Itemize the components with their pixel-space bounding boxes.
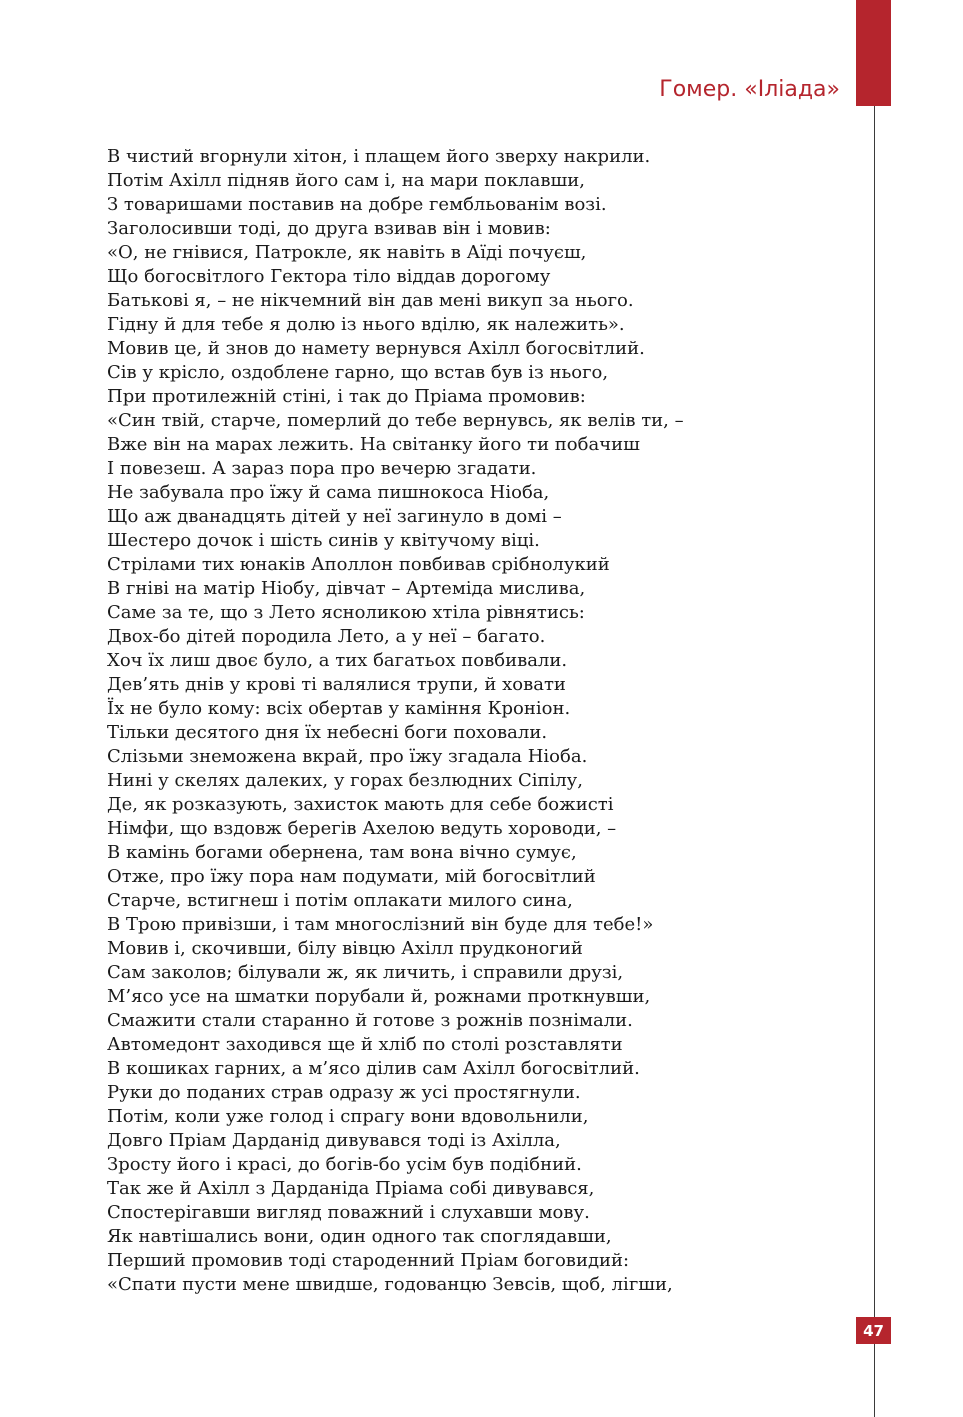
poem-line: Смажити стали старанно й готове з рожнів познімали. xyxy=(107,1010,633,1031)
poem-line: Руки до поданих страв одразу ж усі простягнули. xyxy=(107,1082,581,1103)
poem-line: «Спати пусти мене швидше, годованцю Зевсів, щоб, лігши, xyxy=(107,1274,673,1295)
poem-line: В Трою привізши, і там многослізний він буде для тебе!» xyxy=(107,914,654,935)
poem-line: Стрілами тих юнаків Аполлон повбивав срібнолукий xyxy=(107,554,610,575)
poem-line: Батькові я, – не нікчемний він дав мені викуп за нього. xyxy=(107,290,634,311)
poem-line: Дев’ять днів у крові ті валялися трупи, й ховати xyxy=(107,674,566,695)
poem-line: Нині у скелях далеких, у горах безлюдних Сіпілу, xyxy=(107,770,583,791)
poem-line: В гніві на матір Ніобу, дівчат – Артеміда мислива, xyxy=(107,578,586,599)
poem-line: Так же й Ахілл з Дарданіда Пріама собі дивувався, xyxy=(107,1178,595,1199)
poem-line: Сам заколов; білували ж, як личить, і справили друзі, xyxy=(107,962,624,983)
poem-line: Перший промовив тоді староденний Пріам боговидий: xyxy=(107,1250,630,1271)
poem-line: М’ясо усе на шматки порубали й, рожнами проткнувши, xyxy=(107,986,651,1007)
poem-line: Слізьми знеможена вкрай, про їжу згадала Ніоба. xyxy=(107,746,588,767)
poem-line: «О, не гнівися, Патрокле, як навіть в Аїді почуєш, xyxy=(107,242,587,263)
poem-line: В кошиках гарних, а м’ясо ділив сам Ахілл богосвітлий. xyxy=(107,1058,640,1079)
poem-line: Саме за те, що з Лето ясноликою хтіла рівнятись: xyxy=(107,602,585,623)
poem-line: Гідну й для тебе я долю із нього вділю, як належить». xyxy=(107,314,625,335)
poem-line: В чистий вгорнули хітон, і плащем його зверху накрили. xyxy=(107,146,651,167)
poem-line: І повезеш. А зараз пора про вечерю згадати. xyxy=(107,458,537,479)
poem-line: «Син твій, старче, померлий до тебе вернувсь, як велів ти, – xyxy=(107,410,684,431)
poem-line: Довго Пріам Дарданід дивувався тоді із Ахілла, xyxy=(107,1130,561,1151)
poem-line: Мовив і, скочивши, білу вівцю Ахілл прудконогий xyxy=(107,938,583,959)
poem-line: З товаришами поставив на добре гембльованім возі. xyxy=(107,194,607,215)
poem-line: Автомедонт заходився ще й хліб по столі розставляти xyxy=(107,1034,623,1055)
poem-line: Що аж дванадцять дітей у неї загинуло в домі – xyxy=(107,506,562,527)
poem-line: Потім Ахілл підняв його сам і, на мари поклавши, xyxy=(107,170,585,191)
poem-line: Отже, про їжу пора нам подумати, мій богосвітлий xyxy=(107,866,596,887)
page-number: 47 xyxy=(863,1321,884,1340)
header-color-tab xyxy=(856,0,891,106)
poem-line: Спостерігавши вигляд поважний і слухавши мову. xyxy=(107,1202,590,1223)
poem-line: Хоч їх лиш двоє було, а тих багатьох повбивали. xyxy=(107,650,568,671)
poem-line: Шестеро дочок і шість синів у квітучому віці. xyxy=(107,530,540,551)
running-header-title: Гомер. «Іліада» xyxy=(659,77,840,102)
poem-line: Що богосвітлого Гектора тіло віддав дорогому xyxy=(107,266,551,287)
poem-line: Зросту його і красі, до богів-бо усім був подібний. xyxy=(107,1154,582,1175)
poem-line: Мовив це, й знов до намету вернувся Ахілл богосвітлий. xyxy=(107,338,645,359)
poem-line: Де, як розказують, захисток мають для себе божисті xyxy=(107,794,614,815)
poem-line: Потім, коли уже голод і спрагу вони вдовольнили, xyxy=(107,1106,589,1127)
poem-line: Їх не було кому: всіх обертав у каміння Кроніон. xyxy=(107,698,571,719)
poem-line: Тільки десятого дня їх небесні боги поховали. xyxy=(107,722,548,743)
poem-line: Як навтішались вони, один одного так споглядавши, xyxy=(107,1226,612,1247)
poem-line: Вже він на марах лежить. На світанку його ти побачиш xyxy=(107,434,640,455)
page-number-badge xyxy=(856,1317,891,1344)
poem-line: Старче, встигнеш і потім оплакати милого сина, xyxy=(107,890,573,911)
poem-line: Не забувала про їжу й сама пишнокоса Ніоба, xyxy=(107,482,550,503)
poem-line: Сів у крісло, оздоблене гарно, що встав був із нього, xyxy=(107,362,609,383)
poem-line: Німфи, що вздовж берегів Ахелою ведуть хороводи, – xyxy=(107,818,617,839)
poem-line: В камінь богами обернена, там вона вічно сумує, xyxy=(107,842,577,863)
poem-line: При протилежній стіні, і так до Пріама промовив: xyxy=(107,386,586,407)
margin-rule xyxy=(874,106,875,1417)
poem-line: Заголосивши тоді, до друга взивав він і мовив: xyxy=(107,218,551,239)
poem-line: Двох-бо дітей породила Лето, а у неї – багато. xyxy=(107,626,546,647)
poem-text xyxy=(107,145,827,1297)
